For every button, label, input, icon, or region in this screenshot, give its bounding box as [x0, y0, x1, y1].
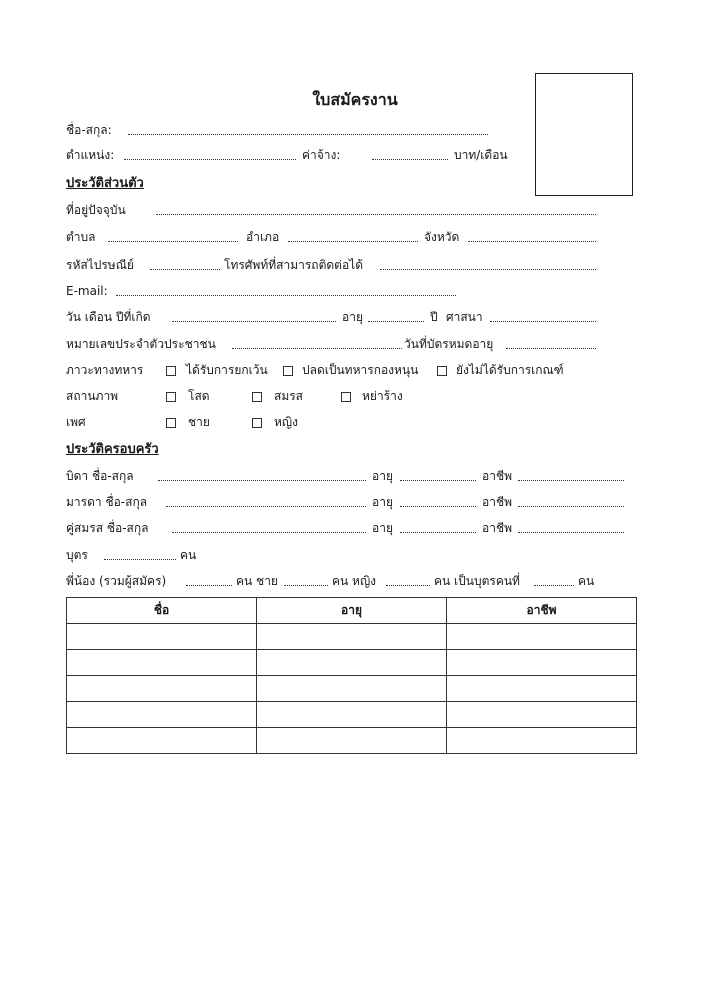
- military-exempt-checkbox[interactable]: [166, 366, 176, 376]
- age-label: อายุ: [342, 310, 363, 324]
- name-label: ชื่อ-สกุล:: [66, 123, 112, 137]
- id-label: หมายเลขประจำตัวประชาชน: [66, 337, 216, 351]
- table-cell[interactable]: [447, 728, 637, 754]
- mother-age-field[interactable]: [400, 506, 476, 507]
- mother-occupation-field[interactable]: [518, 506, 624, 507]
- table-cell[interactable]: [447, 650, 637, 676]
- children-unit: คน: [180, 548, 197, 562]
- position-field[interactable]: [124, 159, 296, 160]
- family-heading: ประวัติครอบครัว: [66, 442, 159, 457]
- marital-divorced-checkbox[interactable]: [341, 392, 351, 402]
- expiry-label: วันที่บัตรหมดอายุ: [404, 337, 494, 351]
- siblings-female-label: คน หญิง: [332, 574, 377, 588]
- siblings-order-label: คน เป็นบุตรคนที่: [434, 574, 520, 588]
- personal-heading: ประวัติส่วนตัว: [66, 176, 144, 191]
- military-reserve-checkbox[interactable]: [283, 366, 293, 376]
- table-cell[interactable]: [257, 624, 447, 650]
- table-cell[interactable]: [67, 650, 257, 676]
- spouse-age-label: อายุ: [372, 521, 393, 535]
- table-row: [67, 624, 637, 650]
- address-label: ที่อยู่ปัจจุบัน: [66, 203, 126, 217]
- military-exempt-label: ได้รับการยกเว้น: [186, 363, 268, 377]
- table-cell[interactable]: [67, 624, 257, 650]
- spouse-name-field[interactable]: [172, 532, 366, 533]
- photo-box[interactable]: [535, 73, 633, 196]
- children-label: บุตร: [66, 548, 88, 562]
- siblings-label: พี่น้อง (รวมผู้สมัคร): [66, 574, 167, 588]
- table-row: [67, 702, 637, 728]
- military-pending-checkbox[interactable]: [437, 366, 447, 376]
- name-field[interactable]: [128, 134, 488, 135]
- wage-unit: บาท/เดือน: [454, 148, 508, 162]
- children-count-field[interactable]: [104, 559, 176, 560]
- table-header-age: อายุ: [257, 598, 447, 624]
- table-cell[interactable]: [447, 676, 637, 702]
- mother-label: มารดา ชื่อ-สกุล: [66, 495, 148, 509]
- gender-male-checkbox[interactable]: [166, 418, 176, 428]
- province-label: จังหวัด: [424, 230, 460, 244]
- gender-label: เพศ: [66, 415, 86, 429]
- gender-female-label: หญิง: [274, 415, 298, 429]
- table-header-occupation: อาชีพ: [447, 598, 637, 624]
- district-label: อำเภอ: [246, 230, 280, 244]
- table-row: [67, 728, 637, 754]
- family-table: [66, 597, 637, 754]
- table-cell[interactable]: [257, 702, 447, 728]
- mother-name-field[interactable]: [166, 506, 366, 507]
- age-unit: ปี: [430, 310, 438, 324]
- siblings-male-field[interactable]: [284, 585, 328, 586]
- religion-field[interactable]: [490, 321, 596, 322]
- siblings-count-field[interactable]: [186, 585, 232, 586]
- marital-single-checkbox[interactable]: [166, 392, 176, 402]
- spouse-occupation-field[interactable]: [518, 532, 624, 533]
- position-label: ตำแหน่ง:: [66, 148, 115, 162]
- postcode-label: รหัสไปรษณีย์: [66, 258, 134, 272]
- father-occupation-label: อาชีพ: [482, 469, 512, 483]
- gender-female-checkbox[interactable]: [252, 418, 262, 428]
- table-row: [67, 650, 637, 676]
- age-field[interactable]: [368, 321, 424, 322]
- siblings-female-field[interactable]: [386, 585, 430, 586]
- wage-field[interactable]: [372, 159, 448, 160]
- birthdate-field[interactable]: [172, 321, 336, 322]
- spouse-label: คู่สมรส ชื่อ-สกุล: [66, 521, 149, 535]
- spouse-age-field[interactable]: [400, 532, 476, 533]
- address-field[interactable]: [156, 214, 596, 215]
- spouse-occupation-label: อาชีพ: [482, 521, 512, 535]
- marital-label: สถานภาพ: [66, 389, 119, 403]
- military-label: ภาวะทางทหาร: [66, 363, 144, 377]
- marital-married-checkbox[interactable]: [252, 392, 262, 402]
- military-pending-label: ยังไม่ได้รับการเกณฑ์: [456, 363, 564, 377]
- subdistrict-field[interactable]: [108, 241, 238, 242]
- id-field[interactable]: [232, 348, 402, 349]
- table-cell[interactable]: [447, 702, 637, 728]
- phone-label: โทรศัพท์ที่สามารถติดต่อได้: [224, 258, 363, 272]
- table-cell[interactable]: [257, 676, 447, 702]
- marital-married-label: สมรส: [274, 389, 304, 403]
- form-title: ใบสมัครงาน: [312, 90, 398, 109]
- email-label: E-mail:: [66, 284, 108, 298]
- district-field[interactable]: [288, 241, 418, 242]
- table-cell[interactable]: [67, 676, 257, 702]
- marital-single-label: โสด: [188, 389, 210, 403]
- table-cell[interactable]: [257, 650, 447, 676]
- religion-label: ศาสนา: [446, 310, 483, 324]
- father-age-field[interactable]: [400, 480, 476, 481]
- mother-age-label: อายุ: [372, 495, 393, 509]
- military-reserve-label: ปลดเป็นทหารกองหนุน: [302, 363, 419, 377]
- father-name-field[interactable]: [158, 480, 366, 481]
- postcode-field[interactable]: [150, 269, 220, 270]
- table-header-row: [67, 598, 637, 624]
- email-field[interactable]: [116, 295, 456, 296]
- birthdate-label: วัน เดือน ปีที่เกิด: [66, 310, 151, 324]
- table-cell[interactable]: [257, 728, 447, 754]
- table-cell[interactable]: [67, 702, 257, 728]
- table-header-name: ชื่อ: [67, 598, 257, 624]
- table-cell[interactable]: [67, 728, 257, 754]
- siblings-order-field[interactable]: [534, 585, 574, 586]
- expiry-field[interactable]: [506, 348, 596, 349]
- father-age-label: อายุ: [372, 469, 393, 483]
- province-field[interactable]: [468, 241, 596, 242]
- marital-divorced-label: หย่าร้าง: [362, 389, 403, 403]
- table-row: [67, 676, 637, 702]
- table-cell[interactable]: [447, 624, 637, 650]
- gender-male-label: ชาย: [188, 415, 210, 429]
- subdistrict-label: ตำบล: [66, 230, 96, 244]
- father-label: บิดา ชื่อ-สกุล: [66, 469, 134, 483]
- wage-label: ค่าจ้าง:: [302, 148, 341, 162]
- mother-occupation-label: อาชีพ: [482, 495, 512, 509]
- siblings-order-unit: คน: [578, 574, 595, 588]
- phone-field[interactable]: [380, 269, 596, 270]
- siblings-male-label: คน ชาย: [236, 574, 278, 588]
- father-occupation-field[interactable]: [518, 480, 624, 481]
